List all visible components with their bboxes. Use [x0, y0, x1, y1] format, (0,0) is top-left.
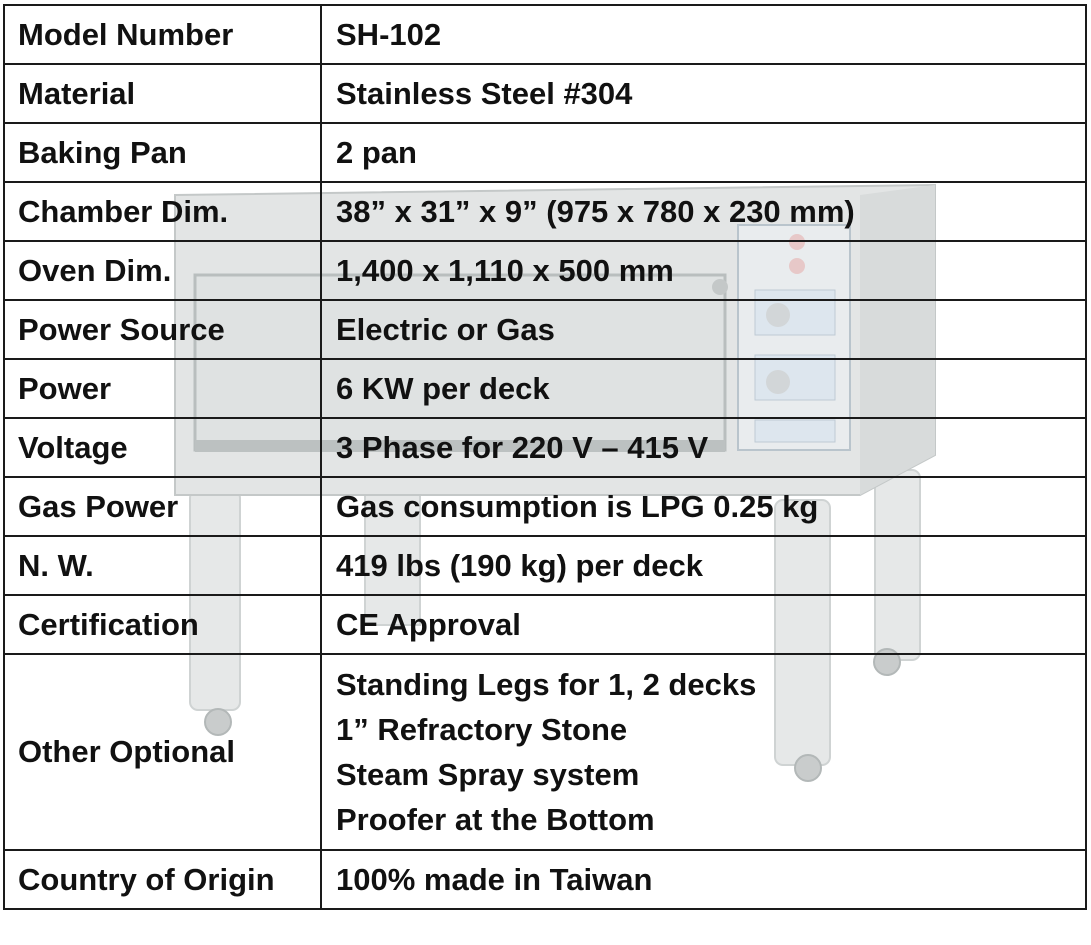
spec-label: Gas Power	[4, 477, 321, 536]
spec-label: N. W.	[4, 536, 321, 595]
spec-row-other-optional	[4, 654, 1086, 850]
spec-table	[3, 4, 1087, 910]
spec-label: Baking Pan	[4, 123, 321, 182]
spec-label: Power	[4, 359, 321, 418]
spec-value: Stainless Steel #304	[321, 64, 1086, 123]
spec-row-gas-power	[4, 477, 1086, 536]
spec-value: Gas consumption is LPG 0.25 kg	[321, 477, 1086, 536]
spec-label: Other Optional	[4, 654, 321, 850]
spec-value-list	[321, 654, 1086, 850]
spec-value: 100% made in Taiwan	[321, 850, 1086, 909]
spec-label: Voltage	[4, 418, 321, 477]
spec-label: Model Number	[4, 5, 321, 64]
spec-value: Electric or Gas	[321, 300, 1086, 359]
spec-label: Certification	[4, 595, 321, 654]
spec-row-certification	[4, 595, 1086, 654]
spec-row-power	[4, 359, 1086, 418]
spec-value: 1,400 x 1,110 x 500 mm	[321, 241, 1086, 300]
spec-row-chamber-dim	[4, 182, 1086, 241]
spec-row-country-of-origin	[4, 850, 1086, 909]
optional-item: 1” Refractory Stone	[336, 712, 628, 747]
spec-value: 3 Phase for 220 V – 415 V	[321, 418, 1086, 477]
spec-row-model-number	[4, 5, 1086, 64]
spec-row-net-weight	[4, 536, 1086, 595]
optional-item: Proofer at the Bottom	[336, 802, 655, 837]
spec-row-oven-dim	[4, 241, 1086, 300]
spec-value: CE Approval	[321, 595, 1086, 654]
spec-row-baking-pan	[4, 123, 1086, 182]
spec-value: 2 pan	[321, 123, 1086, 182]
spec-label: Country of Origin	[4, 850, 321, 909]
spec-value: SH-102	[321, 5, 1086, 64]
optional-item: Steam Spray system	[336, 757, 640, 792]
spec-label: Oven Dim.	[4, 241, 321, 300]
spec-value: 419 lbs (190 kg) per deck	[321, 536, 1086, 595]
spec-row-voltage	[4, 418, 1086, 477]
spec-row-material	[4, 64, 1086, 123]
spec-label: Power Source	[4, 300, 321, 359]
optional-item: Standing Legs for 1, 2 decks	[336, 667, 757, 702]
spec-value: 6 KW per deck	[321, 359, 1086, 418]
spec-label: Chamber Dim.	[4, 182, 321, 241]
spec-row-power-source	[4, 300, 1086, 359]
spec-label: Material	[4, 64, 321, 123]
spec-value: 38” x 31” x 9” (975 x 780 x 230 mm)	[321, 182, 1086, 241]
